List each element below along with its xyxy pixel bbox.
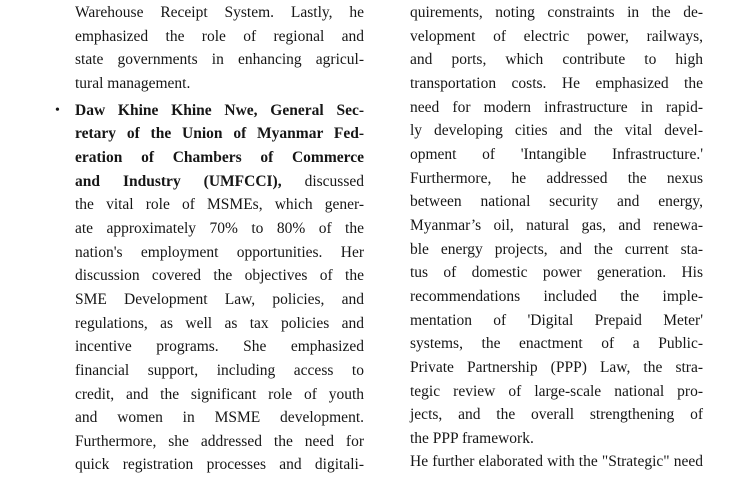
text-line: mentation of 'Digital Prepaid Meter': [410, 311, 703, 329]
clipped-text-line: He further elaborated with the "Strategic" need: [410, 453, 703, 471]
text-line: and women in MSME development.: [75, 409, 364, 427]
text-line: ble energy projects, and the current sta-: [410, 240, 703, 258]
text-line: Furthermore, he addressed the nexus: [410, 169, 703, 187]
text-line: between national security and energy,: [410, 193, 703, 211]
text-line: opment of 'Intangible Infrastructure.': [410, 145, 703, 163]
text-line: velopment of electric power, railways,: [410, 27, 703, 45]
bullet-marker: •: [55, 102, 60, 118]
right-paragraph: [410, 1, 703, 474]
text-line: SME Development Law, policies, and: [75, 290, 364, 308]
text-line: tural management.: [75, 74, 191, 92]
text-line: state governments in enhancing agricul-: [75, 51, 364, 69]
text-line: recommendations included the imple-: [410, 287, 703, 305]
text-line: credit, and the significant role of youth: [75, 385, 364, 403]
text-line: need for modern infrastructure in rapid-: [410, 98, 703, 116]
text-line: ly developing cities and the vital devel-: [410, 122, 703, 140]
text-line: regulations, as well as tax policies and: [75, 314, 364, 332]
text-line: emphasized the role of regional and: [75, 27, 364, 45]
text-line: and Industry (UMFCCI), discussed: [75, 172, 364, 190]
text-line: financial support, including access to: [75, 361, 364, 379]
text-line: Furthermore, she addressed the need for: [75, 432, 364, 450]
text-line: eration of Chambers of Commerce: [75, 148, 364, 166]
text-line: transportation costs. He emphasized the: [410, 74, 703, 92]
text-line: the vital role of MSMEs, which gener-: [75, 196, 364, 214]
text-line: incentive programs. She emphasized: [75, 338, 364, 356]
bullet-paragraph: [75, 99, 364, 477]
text-line: retary of the Union of Myanmar Fed-: [75, 125, 364, 143]
text-line: Warehouse Receipt System. Lastly, he: [75, 4, 364, 21]
left-column: [55, 0, 364, 477]
text-line: the PPP framework.: [410, 429, 534, 447]
text-line: tegic review of large-scale national pro-: [410, 382, 703, 400]
text-line: and ports, which contribute to high: [410, 51, 703, 69]
text-line: Daw Khine Khine Nwe, General Sec-: [75, 101, 364, 119]
clipped-text-line: quick registration processes and digitali-: [75, 456, 364, 474]
text-line: Private Partnership (PPP) Law, the stra-: [410, 358, 703, 376]
right-column: [410, 0, 703, 474]
text-line: quirements, noting constraints in the de-: [410, 4, 703, 21]
text-line: discussion covered the objectives of the: [75, 267, 364, 285]
text-line: jects, and the overall strengthening of: [410, 406, 703, 424]
text-line: nation's employment opportunities. Her: [75, 243, 364, 261]
text-line: tus of domestic power generation. His: [410, 264, 703, 282]
text-line: systems, the enactment of a Public-: [410, 335, 703, 353]
text-line: ate approximately 70% to 80% of the: [75, 219, 364, 237]
bullet-item: [55, 99, 364, 477]
text-line: Myanmar’s oil, natural gas, and renewa-: [410, 216, 703, 234]
intro-paragraph: [75, 1, 364, 96]
